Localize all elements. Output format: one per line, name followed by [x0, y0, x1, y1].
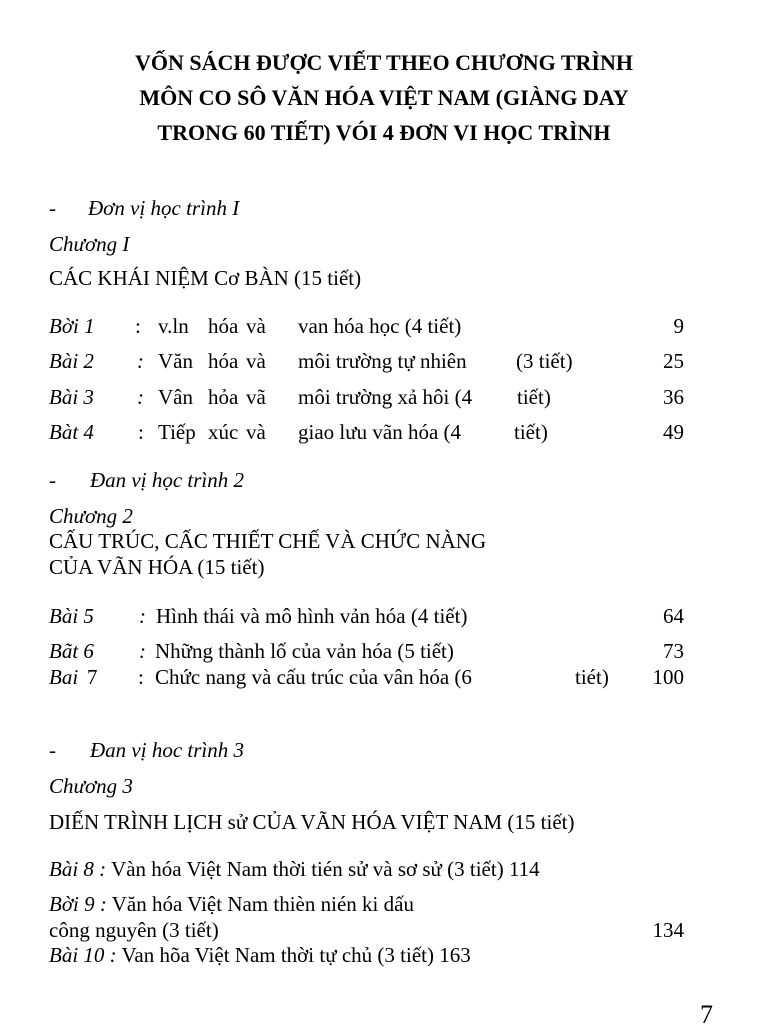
toc-row-lesson-5 [49, 603, 684, 629]
toc-row-lesson-9 [49, 892, 414, 916]
lesson-sep: : [137, 349, 144, 373]
toc-row-lesson-4 [49, 419, 684, 445]
lesson-page: 36 [663, 385, 684, 409]
lesson-name: Bãt 6 [49, 639, 94, 663]
lesson-word: và [246, 420, 266, 444]
toc-row-lesson-2 [49, 348, 684, 374]
lesson-word: hóa [208, 349, 239, 373]
lesson-topic: Những thành lố của vản hóa (5 tiết) [155, 639, 454, 663]
unit3-label: Đan vị hoc trình 3 [90, 738, 244, 762]
unit3-chapter: Chương 3 [49, 774, 133, 798]
lesson-name: Bời 1 [49, 314, 95, 338]
lesson-word: vã [246, 385, 266, 409]
unit1-heading: CÁC KHÁI NIỆM Cơ BÀN (15 tiết) [49, 266, 362, 290]
unit2-chapter: Chương 2 [49, 504, 133, 528]
lesson-sep: : [137, 385, 144, 409]
lesson-hours: tiết) [517, 385, 551, 409]
toc-row-lesson-6 [49, 638, 684, 664]
toc-row-lesson-8 [49, 857, 540, 881]
toc-row-lesson-3 [49, 384, 684, 410]
unit2-heading-line-1: CẤU TRÚC, CẤC THIẾT CHẾ VÀ CHỨC NÀNG [49, 529, 487, 553]
unit1-chapter: Chương I [49, 232, 130, 256]
title-line-2: MÔN CO SÔ VĂN HÓA VIỆT NAM (GIÀNG DAY [139, 85, 629, 110]
lesson-hours: tiét) [575, 665, 609, 689]
lesson-topic: Văn hóa Việt Nam thièn nién ki dấu [111, 892, 414, 916]
lesson-word: Tiếp [158, 420, 196, 444]
lesson-word: hóa [208, 314, 239, 338]
unit1-label: Đơn vị học trình I [88, 196, 240, 220]
lesson-sep: : [138, 420, 144, 444]
lesson-topic: Chức nang và cấu trúc của vân hóa (6 [155, 665, 472, 689]
unit2-dash: - [49, 468, 56, 492]
lesson-word: và [246, 349, 266, 373]
lesson-page: 49 [663, 420, 684, 444]
toc-row-lesson-10 [49, 943, 471, 967]
lesson-sep: : [135, 314, 141, 338]
lesson-topic-cont: công nguyên (3 tiết) [49, 918, 219, 942]
lesson-page: 25 [663, 349, 684, 373]
document-title [0, 45, 768, 150]
lesson-topic: Van hõa Việt Nam thời tự chủ (3 tiết) 163 [121, 943, 471, 967]
title-line-1: VỐN SÁCH ĐƯỢC VIẾT THEO CHƯƠNG TRÌNH [135, 50, 633, 75]
lesson-page: 9 [673, 314, 684, 338]
lesson-topic: Vàn hóa Việt Nam thời tién sử và sơ sử (3 tiết) 114 [111, 857, 540, 881]
lesson-name: Bời 9 : [49, 892, 107, 916]
lesson-page: 64 [663, 604, 684, 628]
lesson-page: 134 [652, 918, 684, 942]
title-line-3: TRONG 60 TIẾT) VÓI 4 ĐƠN VI HỌC TRÌNH [157, 120, 611, 145]
unit3-heading: DIẾN TRÌNH LỊCH sử CỦA VÃN HÓA VIỆT NAM (15 tiết) [49, 810, 575, 834]
lesson-word: Văn [158, 349, 193, 373]
lesson-number: 7 [87, 665, 98, 689]
lesson-hours: (3 tiết) [516, 349, 573, 373]
lesson-word: xúc [208, 420, 239, 444]
unit2-label: Đan vị học trình 2 [90, 468, 244, 492]
unit2-heading-line-2: CỦA VÃN HÓA (15 tiết) [49, 555, 265, 579]
lesson-name: Bài 10 : [49, 943, 117, 967]
lesson-name: Bai [49, 665, 79, 689]
lesson-name: Bài 3 [49, 385, 94, 409]
lesson-page: 73 [663, 639, 684, 663]
lesson-topic: van hóa học (4 tiết) [298, 314, 462, 338]
page-number: 7 [700, 1000, 713, 1029]
lesson-hours: tiết) [514, 420, 548, 444]
lesson-name: Bài 5 [49, 604, 94, 628]
lesson-name: Bàt 4 [49, 420, 94, 444]
toc-row-lesson-7 [49, 664, 684, 690]
lesson-word: v.ln [158, 314, 189, 338]
lesson-topic: môi trường xả hôi (4 [298, 385, 473, 409]
lesson-topic: môi trường tự nhiên [298, 349, 467, 373]
toc-row-lesson-9-cont [49, 917, 684, 943]
lesson-sep: : [138, 665, 144, 689]
lesson-name: Bài 2 [49, 349, 94, 373]
lesson-word: Vân [158, 385, 193, 409]
lesson-page: 100 [652, 665, 684, 689]
toc-row-lesson-1 [49, 313, 684, 339]
lesson-sep: : [139, 639, 146, 663]
lesson-topic: giao lưu vãn hóa (4 [298, 420, 462, 444]
lesson-sep: : [139, 604, 146, 628]
lesson-word: hỏa [208, 385, 239, 409]
lesson-word: và [246, 314, 266, 338]
unit1-dash: - [49, 196, 56, 220]
unit3-dash: - [49, 738, 56, 762]
lesson-topic: Hình thái và mô hình vản hóa (4 tiết) [156, 604, 468, 628]
lesson-name: Bài 8 : [49, 857, 107, 881]
